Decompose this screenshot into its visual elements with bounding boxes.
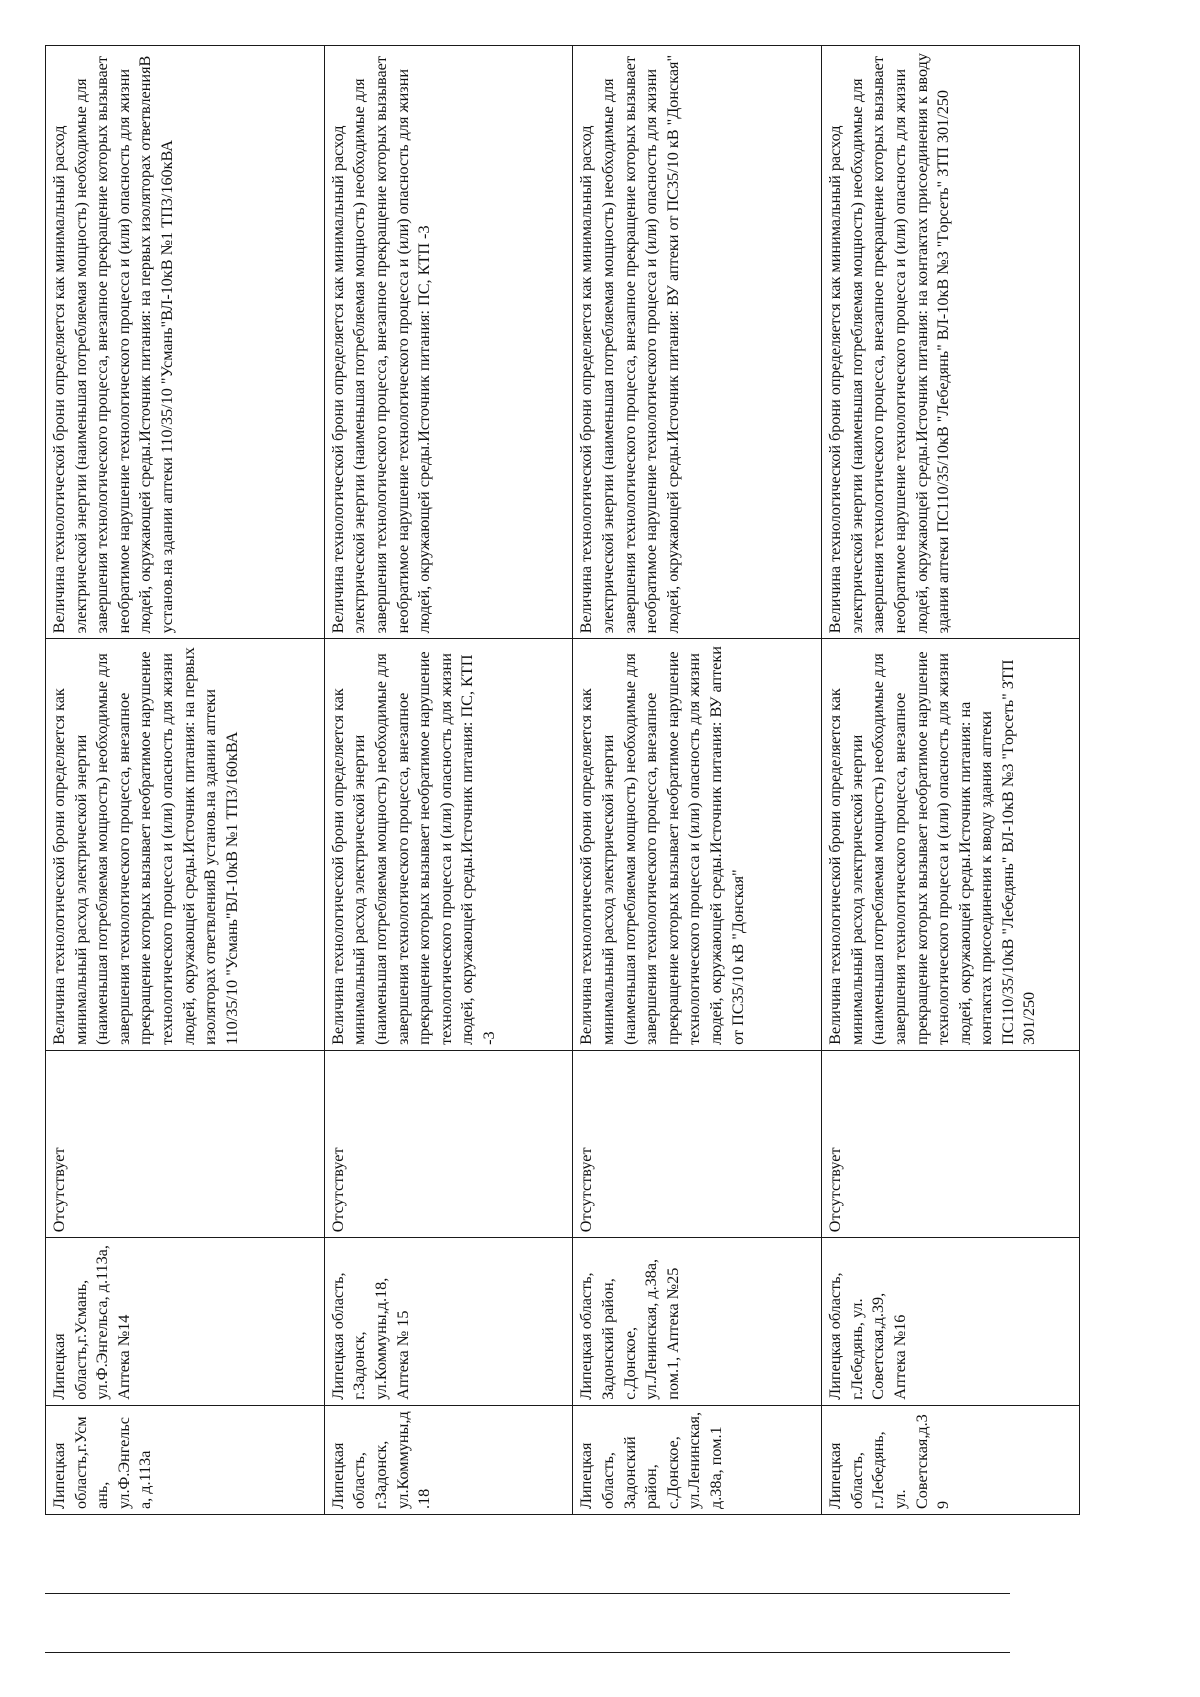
table-row [46,46,325,1515]
description-a-text: Величина технологической брони определяется как минимальный расход электрической энергии (наименьшая потребляемая мощность) необходимые для завершения технологического процесса, внезапное прекращение которых вызывает необратимое нарушение технологического процесса и (или) опасность для жизни людей, окружающей среды.Источник питания: на первых изоляторах ответвленияВ установ.на здании аптеки 110/35/10 "Усмань"ВЛ-10кВ №1 ТП3/160кВА [50,647,241,1045]
description-b-text: Величина технологической брони определяется как минимальный расход электрической энергии (наименьшая потребляемая мощность) необходимые для завершения технологического процесса, внезапное прекращение которых вызывает необратимое нарушение технологического процесса и (или) опасность для жизни людей, окружающей среды.Источник питания: на первых изоляторах ответвленияВ установ.на здании аптеки 110/35/10 "Усмань"ВЛ-10кВ №1 ТП3/160кВА [50,55,176,634]
table-row [573,46,822,1515]
tech-bron-text: Отсутствует [577,1147,596,1233]
description-a-cell [573,639,822,1051]
object-cell [573,1238,822,1405]
description-b-cell [324,46,573,639]
rotated-document-page [45,45,1080,1515]
object-text: Липецкая область, г.Задонск, ул.Коммуны,д.18, Аптека № 15 [328,1272,412,1400]
description-a-cell [324,639,573,1051]
address-text: Липецкая область, Задонский район, с.Донское, ул.Ленинская, д.38а, пом.1 [577,1411,726,1509]
tech-bron-cell [46,1050,325,1237]
description-a-text: Величина технологической брони определяется как минимальный расход электрической энергии (наименьшая потребляемая мощность) необходимые для завершения технологического процесса, внезапное прекращение которых вызывает необратимое нарушение технологического процесса и (или) опасность для жизни людей, окружающей среды.Источник питания: ПС, КТП -3 [328,651,498,1045]
description-a-cell [822,639,1080,1051]
object-cell [324,1238,573,1405]
object-cell [822,1238,1080,1405]
address-cell [46,1405,325,1514]
tech-bron-text: Отсутствует [826,1147,845,1233]
description-b-cell [46,46,325,639]
description-b-cell [573,46,822,639]
description-b-cell [822,46,1080,639]
object-text: Липецкая область, Задонский район, с.Донское, ул.Ленинская, д.38а, пом.1, Аптека №25 [577,1258,682,1400]
tech-bron-text: Отсутствует [328,1147,347,1233]
address-text: Липецкая область,г.Усмань, ул.Ф.Энгельса, д.113а [50,1416,155,1509]
description-b-text: Величина технологической брони определяется как минимальный расход электрической энергии (наименьшая потребляемая мощность) необходимые для завершения технологического процесса, внезапное прекращение которых вызывает необратимое нарушение технологического процесса и (или) опасность для жизни людей, окружающей среды.Источник питания: ВУ аптеки от ПС35/10 кВ "Донская" [577,54,682,634]
address-cell [324,1405,573,1514]
description-a-cell [46,639,325,1051]
table-row [324,46,573,1515]
technological-bron-table [45,45,1080,1515]
tech-bron-cell [822,1050,1080,1237]
description-b-text: Величина технологической брони определяется как минимальный расход электрической энергии (наименьшая потребляемая мощность) необходимые для завершения технологического процесса, внезапное прекращение которых вызывает необратимое нарушение технологического процесса и (или) опасность для жизни людей, окружающей среды.Источник питания: на контактах присоединения к вводу здания аптеки ПС110/35/10кВ "Лебедянь" ВЛ-10кВ №3 "Горсеть" ЗТП 301/250 [826,53,953,634]
object-text: Липецкая область, г.Лебедянь, ул. Советская,д.39, Аптека №16 [826,1272,909,1400]
description-a-text: Величина технологической брони определяется как минимальный расход электрической энергии (наименьшая потребляемая мощность) необходимые для завершения технологического процесса, внезапное прекращение которых вызывает необратимое нарушение технологического процесса и (или) опасность для жизни людей, окружающей среды.Источник питания: на контактах присоединения к вводу здания аптеки ПС110/35/10кВ "Лебедянь" ВЛ-10кВ №3 "Горсеть" ЗТП 301/250 [826,651,1039,1045]
horizontal-rule [45,1652,1010,1653]
tech-bron-cell [324,1050,573,1237]
object-cell [46,1238,325,1405]
horizontal-rule [45,1593,1010,1594]
table-row [822,46,1080,1515]
tech-bron-cell [573,1050,822,1237]
address-text: Липецкая область, г.Лебедянь, ул. Советская,д.39 [826,1414,953,1509]
description-b-text: Величина технологической брони определяется как минимальный расход электрической энергии (наименьшая потребляемая мощность) необходимые для завершения технологического процесса, внезапное прекращение которых вызывает необратимое нарушение технологического процесса и (или) опасность для жизни людей, окружающей среды.Источник питания: ПС, КТП -3 [328,56,434,634]
address-cell [822,1405,1080,1514]
object-text: Липецкая область,г.Усмань, ул.Ф.Энгельса, д.113а, Аптека №14 [50,1245,133,1400]
address-cell [573,1405,822,1514]
description-a-text: Величина технологической брони определяется как минимальный расход электрической энергии (наименьшая потребляемая мощность) необходимые для завершения технологического процесса, внезапное прекращение которых вызывает необратимое нарушение технологического процесса и (или) опасность для жизни людей, окружающей среды.Источник питания: ВУ аптеки от ПС35/10 кВ "Донская" [577,646,747,1045]
address-text: Липецкая область, г.Задонск, ул.Коммуны,д.18 [328,1411,434,1509]
tech-bron-text: Отсутствует [50,1147,68,1233]
